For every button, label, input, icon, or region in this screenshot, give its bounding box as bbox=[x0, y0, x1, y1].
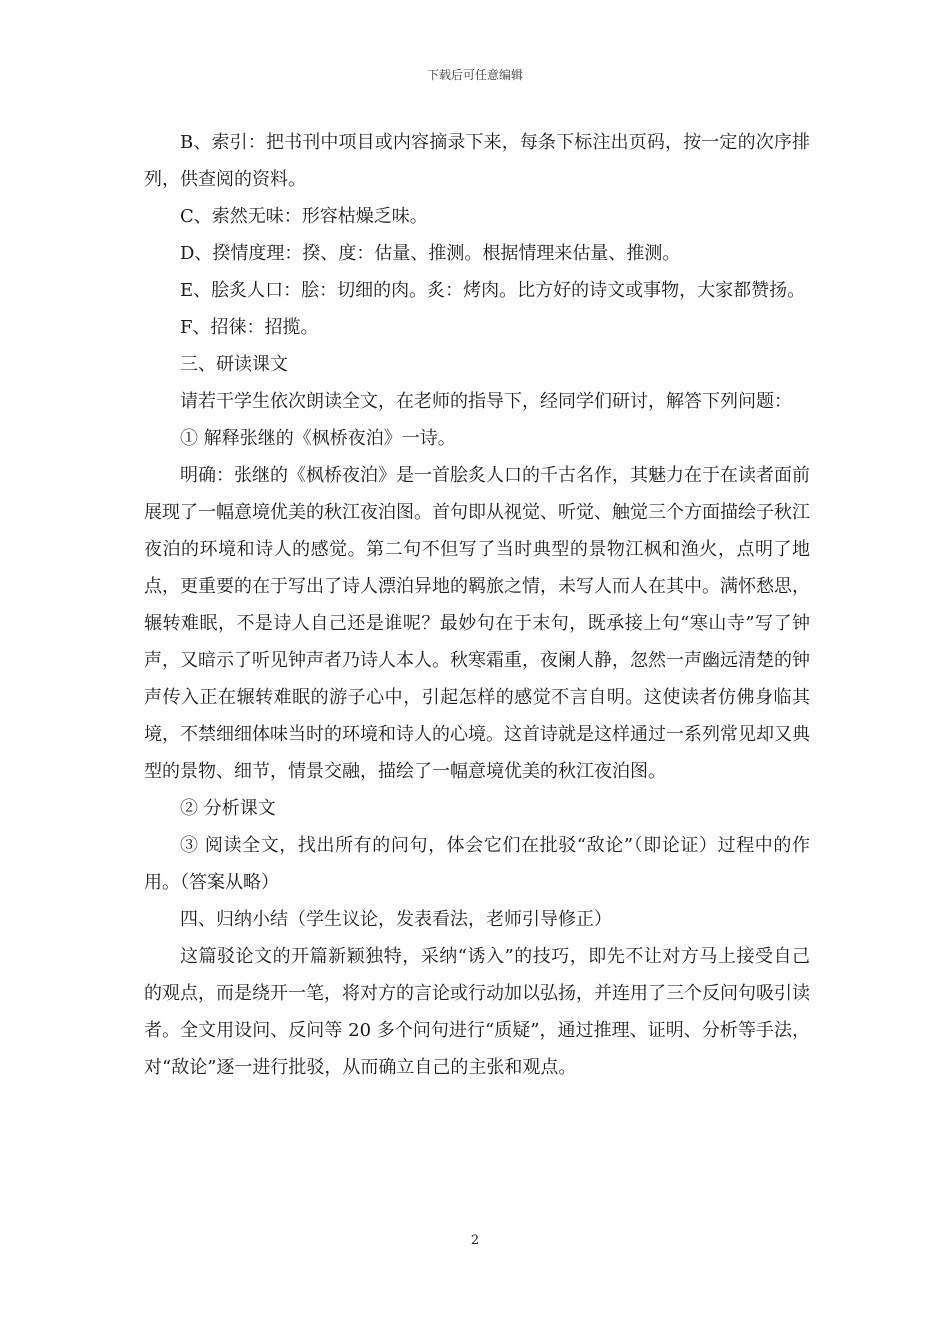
paragraph-suoran-definition: C、索然无味：形容枯燥乏味。 bbox=[180, 206, 428, 227]
paragraph-answer-poem: 明确：张继的《枫桥夜泊》是一首脍炙人口的千古名作，其魅力在于在读者面前展现了一幅意境优美的秋江夜泊图。首句即从视觉、听觉、触觉三个方面描绘子秋江夜泊的环境和诗人的感觉。第二句不但写了当时典型的景物江枫和渔火，点明了地点，更重要的在于写出了诗人漂泊异地的羁旅之情，未写人而人在其中。满怀愁思，辗转难眠，不是诗人自己还是谁呢？最妙句在于末句，既承接上句“寒山寺”写了钟声，又暗示了听见钟声者乃诗人本人。秋寒霜重，夜阑人静，忽然一声幽远清楚的钟声传入正在辗转难眠的游子心中，引起怎样的感觉不言自明。这使读者仿佛身临其境，不禁细细体味当时的环境和诗人的心境。这首诗就是这样通过一系列常见却又典型的景物、细节，情景交融，描绘了一幅意境优美的秋江夜泊图。 bbox=[144, 465, 810, 782]
question-2: ② 分析课文 bbox=[180, 798, 276, 819]
section-heading-summary: 四、归纳小结（学生议论，发表看法，老师引导修正） bbox=[180, 909, 612, 930]
page-number: 2 bbox=[470, 1233, 480, 1248]
document-body bbox=[144, 124, 810, 1086]
question-1: ① 解释张继的《枫桥夜泊》一诗。 bbox=[180, 428, 456, 449]
paragraph-summary: 这篇驳论文的开篇新颖独特，采纳“诱入”的技巧，即先不让对方马上接受自己的观点，而是绕开一笔，将对方的言论或行动加以弘扬，并连用了三个反问句吸引读者。全文用设问、反问等 20 多个问句进行“质疑”，通过推理、证明、分析等手法，对“敌论”逐一进行批驳，从而确立自己的主张和观点。 bbox=[144, 946, 810, 1078]
paragraph-kuaizhi-definition: E、脍炙人口：脍：切细的肉。炙：烤肉。比方好的诗文或事物，大家都赞扬。 bbox=[180, 280, 806, 301]
paragraph-kuiqing-definition: D、揆情度理：揆、度：估量、推测。根据情理来估量、推测。 bbox=[180, 243, 681, 264]
page-header: 下载后可任意编辑 bbox=[426, 68, 523, 82]
section-heading-study-text: 三、研读课文 bbox=[180, 354, 288, 375]
question-3: ③ 阅读全文，找出所有的问句，体会它们在批驳“敌论”（即论证）过程中的作用。（答案从略） bbox=[144, 835, 810, 893]
paragraph-zhaolai-definition: F、招徕：招揽。 bbox=[180, 317, 319, 338]
paragraph-instruction: 请若干学生依次朗读全文，在老师的指导下，经同学们研讨，解答下列问题： bbox=[180, 391, 792, 412]
paragraph-index-definition: B、索引：把书刊中项目或内容摘录下来，每条下标注出页码，按一定的次序排列，供查阅的资料。 bbox=[144, 132, 810, 190]
